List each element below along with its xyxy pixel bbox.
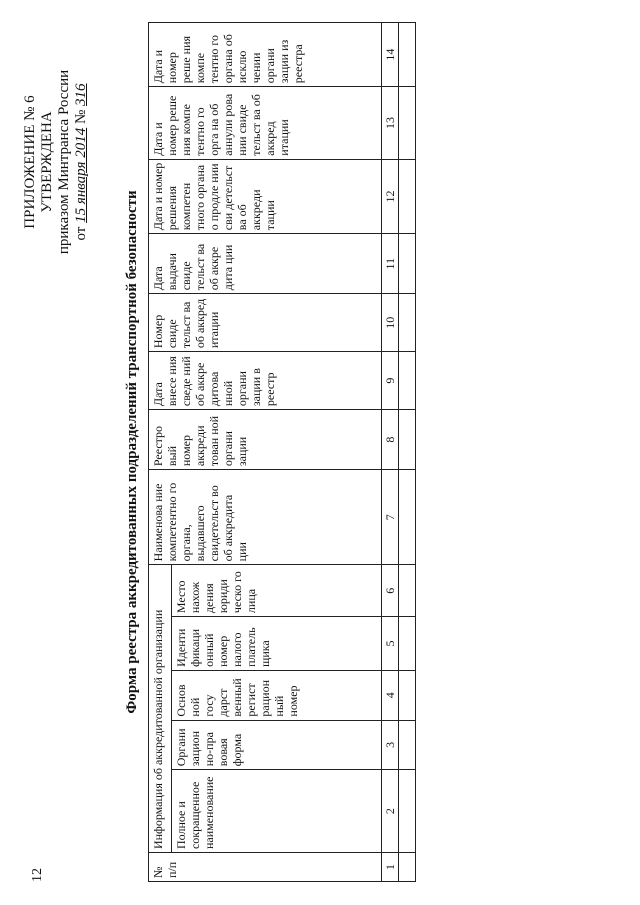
col-header-12: Дата и номер решения компетен тного органа о продле нии сви детельст ва об аккреди тации: [149, 159, 382, 234]
col-header-9: Дата внесе ния сведе ний об аккре дитова нной органи зации в реестр: [149, 352, 382, 410]
rotated-page: [20, 22, 620, 882]
column-number: 8: [382, 410, 399, 470]
appendix-label: ПРИЛОЖЕНИЕ № 6: [22, 95, 38, 229]
column-numbers-row: [382, 23, 399, 882]
col-header-3: Органи зацион но-пра вовая форма: [172, 720, 382, 770]
empty-cell: [399, 294, 416, 352]
col-header-14: Дата и номер реше ния компе тентно го органа об исклю чении органи зации из реестра: [149, 23, 382, 87]
empty-cell: [399, 470, 416, 565]
handwritten-date: 15 января 2014: [73, 127, 89, 223]
empty-cell: [399, 159, 416, 234]
empty-cell: [399, 87, 416, 159]
form-title: Форма реестра аккредитованных подразделений транспортной безопасности: [124, 190, 140, 714]
empty-cell: [399, 565, 416, 617]
col-header-11: Дата выдачи свиде тельст ва об аккре дита ции: [149, 234, 382, 294]
column-number: 1: [382, 853, 399, 882]
registry-table: [148, 22, 416, 882]
approved-label: УТВЕРЖДЕНА: [39, 111, 55, 213]
empty-cell: [399, 234, 416, 294]
order-label: приказом Минтранса России: [56, 69, 72, 255]
empty-cell: [399, 352, 416, 410]
col-header-6: Место нахож дения юриди ческо го лица: [172, 565, 382, 617]
col-header-4: Основ ной госу дарст венный регист рацион ный номер: [172, 670, 382, 720]
col-header-1: № п/п: [149, 853, 382, 882]
column-number: 13: [382, 87, 399, 159]
number-prefix: №: [73, 109, 89, 125]
column-number: 4: [382, 670, 399, 720]
empty-cell: [399, 720, 416, 770]
column-number: 5: [382, 617, 399, 671]
group-header-organization: Информация об аккредитованной организации: [149, 565, 172, 853]
empty-cell: [399, 410, 416, 470]
empty-cell: [399, 23, 416, 87]
handwritten-number: 316: [73, 83, 89, 106]
col-header-13: Дата и номер реше ния компе тентно го орга на об аннули рова нии свиде тельст ва об аккред итации: [149, 87, 382, 159]
column-number: 12: [382, 159, 399, 234]
date-prefix: от: [73, 226, 89, 241]
empty-cell: [399, 670, 416, 720]
column-number: 10: [382, 294, 399, 352]
col-header-7: Наименова ние компетентно го органа, выдавшего свидетельст во об аккредита ции: [149, 470, 382, 565]
column-number: 7: [382, 470, 399, 565]
col-header-8: Реестро вый номер аккреди тован ной органи зации: [149, 410, 382, 470]
empty-cell: [399, 770, 416, 853]
empty-cell: [399, 617, 416, 671]
empty-cell: [399, 853, 416, 882]
order-date-row: [73, 32, 90, 292]
page-number: 12: [30, 868, 45, 882]
col-header-2: Полное и сокращенное наименование: [172, 770, 382, 853]
approval-stamp: [22, 32, 90, 292]
column-number: 3: [382, 720, 399, 770]
col-header-5: Иденти фикаци онный номер налого платель щика: [172, 617, 382, 671]
column-number: 11: [382, 234, 399, 294]
column-number: 2: [382, 770, 399, 853]
column-number: 6: [382, 565, 399, 617]
col-header-10: Номер свиде тельст ва об аккред итации: [149, 294, 382, 352]
empty-entry-row: [399, 23, 416, 882]
column-number: 9: [382, 352, 399, 410]
column-number: 14: [382, 23, 399, 87]
